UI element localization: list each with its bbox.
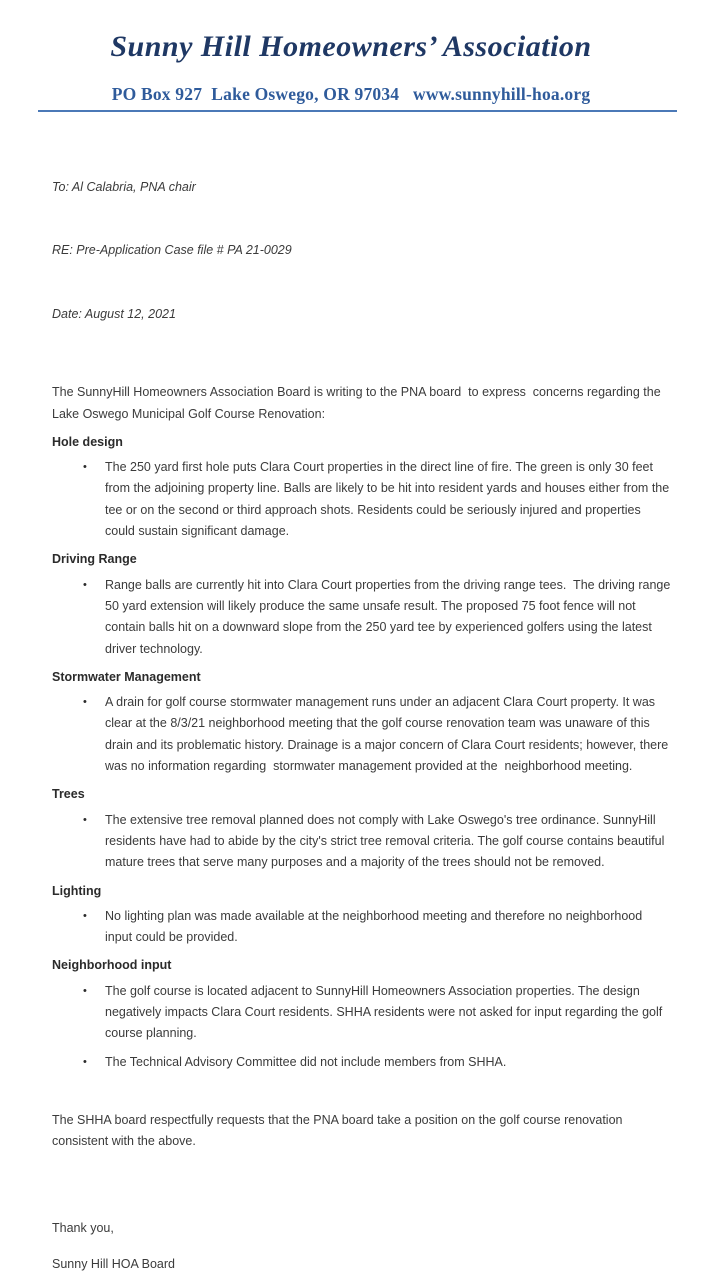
- bullet-item: [79, 810, 672, 874]
- bullet-item: [79, 575, 672, 660]
- bullet-item: [79, 1052, 672, 1073]
- bullet-text: The 250 yard first hole puts Clara Court properties in the direct line of fire. The green is only 30 feet from the adjoining property line. Balls are likely to be hit into resident yards and houses either from the tee or on the second or third approach shots. Residents could be seriously injured and properties could sustain significant damage.: [105, 460, 673, 539]
- memo-date-line: Date: August 12, 2021: [52, 307, 176, 322]
- bullet-item: [79, 457, 672, 542]
- memo-block: [52, 134, 672, 368]
- letterhead-rule: [38, 110, 677, 112]
- section-trees: [52, 784, 672, 873]
- bullet-text: Range balls are currently hit into Clara Court properties from the driving range tees. The driving range 50 yard extension will likely produce the same unsafe result. The proposed 75 foot fence will not contain balls hit on a downward slope from the 250 yard tee by experienced golfers using the latest driver technology.: [105, 577, 674, 656]
- section-heading: Hole design: [52, 434, 123, 449]
- memo-to-line: To: Al Calabria, PNA chair: [52, 179, 196, 194]
- section-heading: Lighting: [52, 883, 102, 898]
- bullet-text: The Technical Advisory Committee did not include members from SHHA.: [105, 1054, 507, 1069]
- bullet-text: The golf course is located adjacent to SunnyHill Homeowners Association properties. The design negatively impacts Clara Court residents. SHHA residents were not asked for input regarding the golf course planning.: [105, 983, 666, 1041]
- bullet-item: [79, 692, 672, 777]
- section-heading: Stormwater Management: [52, 669, 201, 684]
- signoff-thanks: Thank you,: [52, 1221, 114, 1236]
- section-driving-range: [52, 549, 672, 659]
- bullet-text: No lighting plan was made available at the neighborhood meeting and therefore no neighborhood input could be provided.: [105, 908, 646, 945]
- org-address: PO Box 927 Lake Oswego, OR 97034 www.sunnyhill-hoa.org: [111, 84, 591, 104]
- bullet-icon: •: [83, 909, 87, 922]
- bullet-text: The extensive tree removal planned does not comply with Lake Oswego's tree ordinance. SunnyHill residents have had to abide by the city's strict tree removal criteria. The golf course contains beautiful mature trees that serve many purposes and a majority of the trees should not be removed.: [105, 812, 668, 870]
- section-neighborhood-input: [52, 955, 672, 1072]
- section-heading: Driving Range: [52, 552, 137, 567]
- signoff-name: Sunny Hill HOA Board: [52, 1256, 175, 1271]
- bullet-icon: •: [83, 461, 87, 474]
- bullet-icon: •: [83, 1055, 87, 1068]
- closing-paragraph: The SHHA board respectfully requests that the PNA board take a position on the golf course renovation consistent with the above.: [52, 1112, 626, 1149]
- bullet-item: [79, 906, 672, 949]
- bullet-icon: •: [83, 578, 87, 591]
- section-heading: Neighborhood input: [52, 958, 172, 973]
- section-lighting: [52, 881, 672, 949]
- bullet-icon: •: [83, 813, 87, 826]
- section-heading: Trees: [52, 787, 85, 802]
- memo-re-line: RE: Pre-Application Case file # PA 21-0029: [52, 243, 292, 258]
- letterhead: [0, 29, 702, 112]
- bullet-icon: •: [83, 696, 87, 709]
- section-hole-design: [52, 432, 672, 542]
- org-title: Sunny Hill Homeowners’ Association: [110, 30, 592, 63]
- letter-body: [0, 134, 702, 1275]
- bullet-icon: •: [83, 984, 87, 997]
- letter-page: [0, 29, 702, 1271]
- bullet-item: [79, 981, 672, 1045]
- intro-paragraph: The SunnyHill Homeowners Association Board is writing to the PNA board to express concerns regarding the Lake Oswego Municipal Golf Course Renovation:: [52, 385, 665, 421]
- bullet-text: A drain for golf course stormwater management runs under an adjacent Clara Court property. It was clear at the 8/3/21 neighborhood meeting that the golf course renovation team was unaware of this drain and its problematic history. Drainage is a major concern of Clara Court residents; however, there was no information regarding stormwater management provided at the neighborhood meeting.: [105, 695, 672, 774]
- section-stormwater-management: [52, 667, 672, 777]
